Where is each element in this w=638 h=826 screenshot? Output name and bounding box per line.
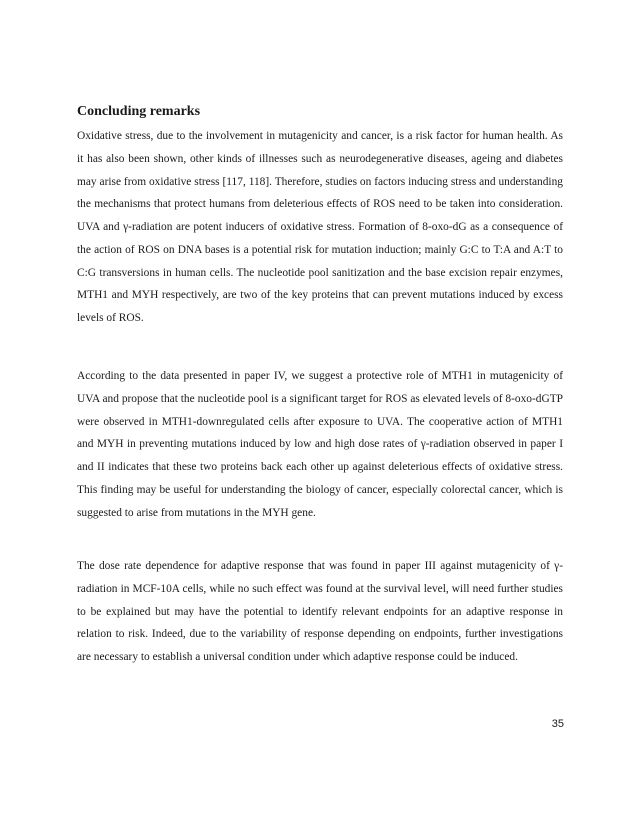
paragraph-adaptive-response: The dose rate dependence for adaptive response that was found in paper III against mutagenicity of γ-radiation in MCF-10A cells, while no such effect was found at the survival level, will need further studies to be explained but may have the potential to identify relevant endpoints for an adaptive response in relation to risk. Indeed, due to the variability of response depending on endpoints, further investigations are necessary to establish a universal condition under which adaptive response could be induced.	[77, 560, 563, 663]
paragraph-mth1-findings: According to the data presented in paper IV, we suggest a protective role of MTH1 in mutagenicity of UVA and propose that the nucleotide pool is a significant target for ROS as elevated levels of 8-oxo-dGTP were observed in MTH1-downregulated cells after exposure to UVA. The cooperative action of MTH1 and MYH in preventing mutations induced by low and high dose rates of γ-radiation observed in paper I and II indicates that these two proteins back each other up against deleterious effects of oxidative stress. This finding may be useful for understanding the biology of cancer, especially colorectal cancer, which is suggested to arise from mutations in the MYH gene.	[77, 370, 563, 519]
paragraph-oxidative-stress: Oxidative stress, due to the involvement in mutagenicity and cancer, is a risk factor for human health. As it has also been shown, other kinds of illnesses such as neurodegenerative diseases, ageing and diabetes may arise from oxidative stress [117, 118]. Therefore, studies on factors inducing stress and understanding the mechanisms that protect humans from deleterious effects of ROS need to be taken into consideration. UVA and γ-radiation are potent inducers of oxidative stress. Formation of 8-oxo-dG as a consequence of the action of ROS on DNA bases is a potential risk for mutation induction; mainly G:C to T:A and A:T to C:G transversions in human cells. The nucleotide pool sanitization and the base excision repair enzymes, MTH1 and MYH respectively, are two of the key proteins that can prevent mutations induced by excess levels of ROS.	[77, 130, 563, 324]
page-number: 35	[551, 718, 564, 730]
section-heading: Concluding remarks	[77, 104, 201, 119]
